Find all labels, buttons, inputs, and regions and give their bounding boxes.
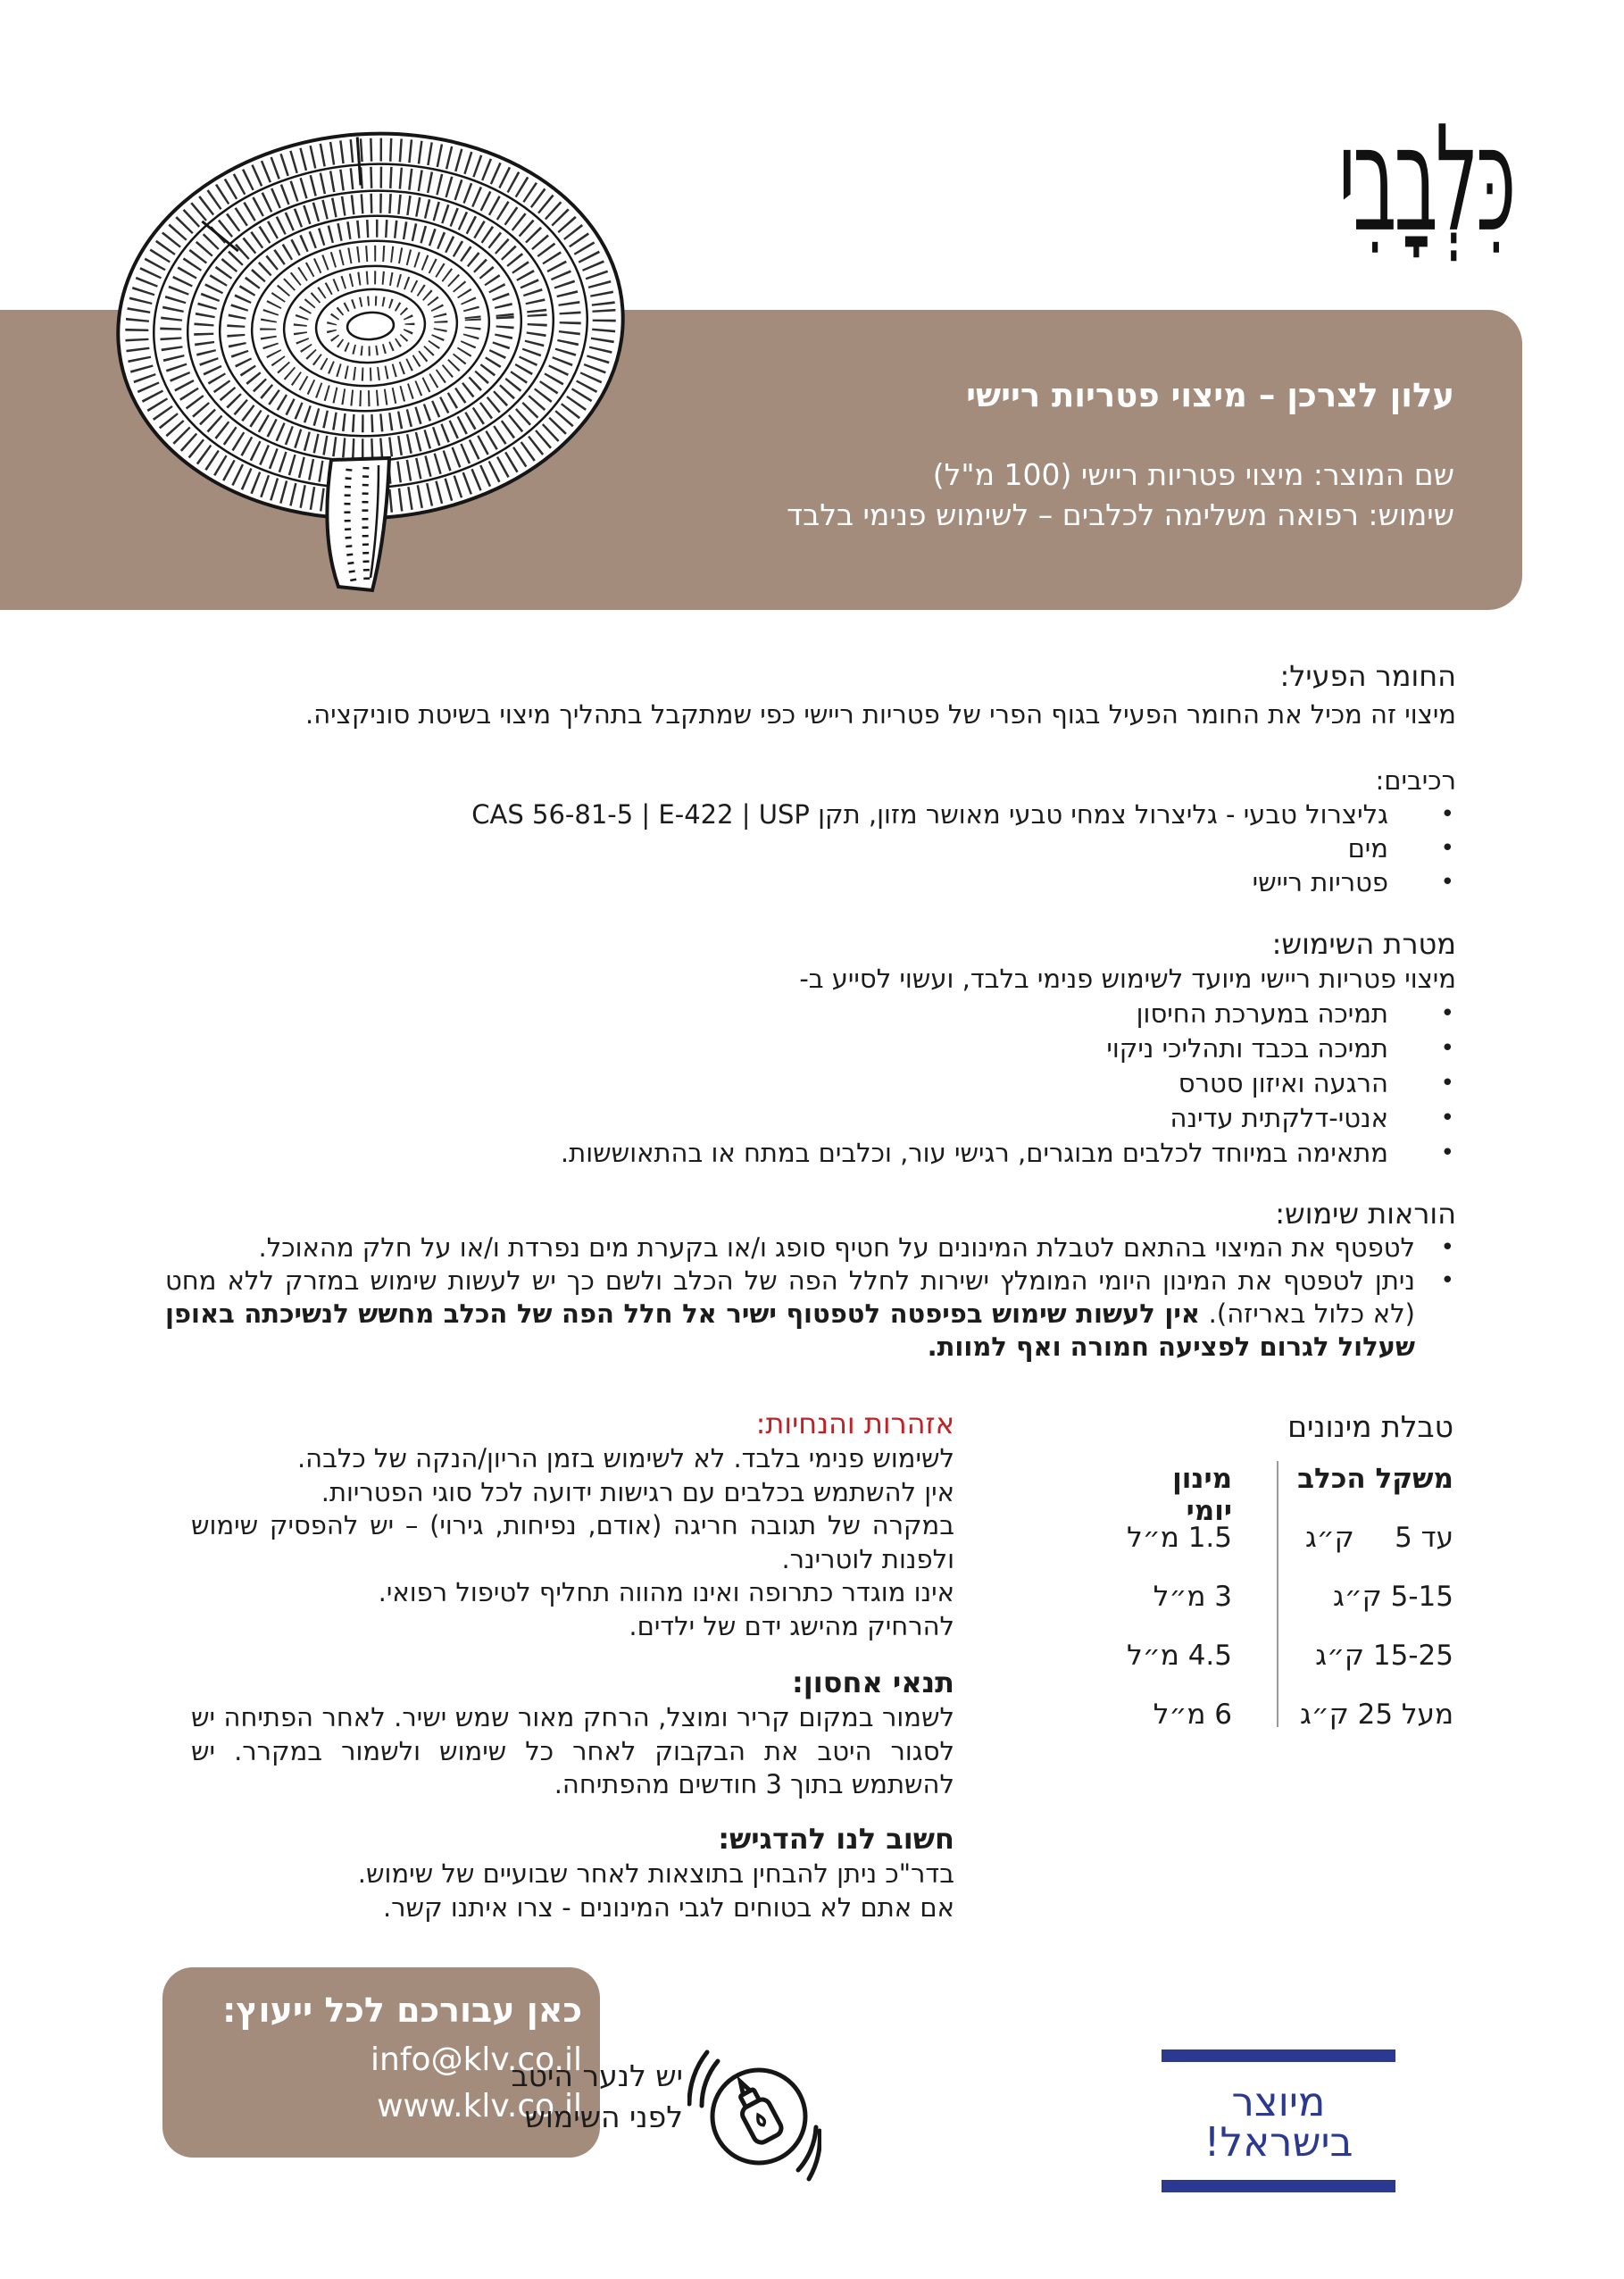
warning-line: אין להשתמש בכלבים עם רגישות ידועה לכל סוגי הפטריות. xyxy=(321,1476,954,1507)
dose-cell: 4.5 מ״ל xyxy=(1127,1640,1232,1672)
weight-cell: מעל 25 ק״ג xyxy=(1300,1699,1453,1731)
warning-line: במקרה של תגובה חריגה (אודם, נפיחות, גירוי) – יש להפסיק שימוש ולפנות לוטרינר. xyxy=(191,1510,954,1574)
warnings-heading: אזהרות והנחיות: xyxy=(755,1407,954,1440)
usage-warning-normal: ניתן לטפטף את המינון היומי המומלץ ישירות לחלל הפה של הכלב ולשם כך יש לעשות שימוש במזרק ללא מחט (לא כלול באריזה). xyxy=(165,1265,1415,1329)
emphasis-line: אם אתם לא בטוחים לגבי המינונים - צרו איתנו קשר. xyxy=(382,1891,954,1923)
dose-cell: 6 מ״ל xyxy=(1153,1699,1232,1731)
usage-type-line: שימוש: רפואה משלימה לכלבים – לשימוש פנימי בלבד xyxy=(787,497,1454,533)
shake-well-note xyxy=(397,2056,683,2138)
list-item: • פטריות ריישי xyxy=(165,865,1456,899)
col-header-dose: מינון יומי xyxy=(1172,1463,1232,1527)
contact-website: www.klv.co.il xyxy=(377,2088,582,2125)
weight-cell: 15-25 ק״ג xyxy=(1315,1640,1453,1672)
shake-bottle-icon xyxy=(687,2038,821,2185)
contact-email: info@klv.co.il xyxy=(371,2041,582,2078)
warning-line: אינו מוגדר כתרופה ואינו מהווה תחליף לטיפול רפואי. xyxy=(378,1577,954,1607)
usage-list xyxy=(165,1231,1456,1364)
dosage-table-title: טבלת מינונים xyxy=(1287,1409,1453,1444)
table-row xyxy=(1120,1522,1453,1554)
made-in-israel-badge xyxy=(1162,2049,1395,2192)
emphasis-line: בדר"כ ניתן להבחין בתוצאות לאחר שבועיים של שימוש. xyxy=(357,1858,954,1889)
leaflet-title: עלון לצרכן – מיצוי פטריות ריישי xyxy=(966,376,1454,414)
purpose-list xyxy=(165,997,1456,1171)
list-item: • מתאימה במיוחד לכלבים מבוגרים, רגישי עור, וכלבים במתח או בהתאוששות. xyxy=(165,1136,1456,1171)
purpose-intro: מיצוי פטריות ריישי מיועד לשימוש פנימי בלבד, ועשוי לסייע ב- xyxy=(799,964,1456,994)
table-row xyxy=(1120,1581,1453,1613)
reishi-mushroom-illustration xyxy=(103,85,634,701)
badge-top-bar xyxy=(1162,2049,1395,2062)
components-list xyxy=(165,797,1456,899)
list-item: • הרגעה ואיזון סטרס xyxy=(165,1066,1456,1101)
purpose-heading: מטרת השימוש: xyxy=(1271,927,1456,961)
shake-line-2: לפני השימוש xyxy=(524,2100,683,2134)
storage-heading: תנאי אחסון: xyxy=(791,1665,954,1699)
list-item: • מים xyxy=(165,831,1456,865)
active-substance-body: מיצוי זה מכיל את החומר הפעיל בגוף הפרי של פטריות ריישי כפי שמתקבל בתהליך מיצוי בשיטת סוניקציה. xyxy=(305,699,1456,730)
components-heading: רכיבים: xyxy=(1375,765,1456,796)
weight-value: עד 5 xyxy=(1395,1522,1453,1554)
emphasis-text xyxy=(191,1857,954,1924)
made-in-israel-label: מיוצר בישראל! xyxy=(1203,2078,1353,2166)
warnings-text xyxy=(191,1442,954,1643)
brand-logo: כִּלְבָבִי xyxy=(1337,94,1513,264)
table-row xyxy=(1120,1699,1453,1731)
emphasis-heading: חשוב לנו להדגיש: xyxy=(718,1822,954,1856)
badge-bottom-bar xyxy=(1162,2180,1395,2192)
list-item xyxy=(165,1265,1456,1364)
storage-body xyxy=(191,1701,954,1802)
dose-cell: 1.5 מ״ל xyxy=(1127,1522,1232,1554)
product-name-line: שם המוצר: מיצוי פטריות ריישי (100 מ"ל) xyxy=(932,457,1454,493)
table-header-row xyxy=(1120,1463,1453,1527)
usage-heading: הוראות שימוש: xyxy=(1275,1197,1456,1231)
active-substance-heading: החומר הפעיל: xyxy=(1279,659,1456,693)
table-row xyxy=(1120,1640,1453,1672)
list-item: • אנטי-דלקתית עדינה xyxy=(165,1101,1456,1136)
usage-warning-bold: אין לעשות שימוש בפיפטה לטפטוף ישיר אל חלל הפה של הכלב מחשש לנשיכתה באופן שעלול לגרום לפציעה חמורה ואף למוות. xyxy=(165,1298,1415,1362)
storage-text: לשמור במקום קריר ומוצל, הרחק מאור שמש ישיר. לאחר הפתיחה יש לסגור היטב את הבקבוק לאחר כל שימוש ולשמור במקרר. יש להשתמש בתוך 3 חודשים מהפתיחה. xyxy=(191,1702,954,1799)
weight-unit: ק״ג xyxy=(1305,1522,1354,1554)
contact-heading: כאן עבורכם לכל ייעוץ: xyxy=(222,1991,582,2030)
weight-cell: 5-15 ק״ג xyxy=(1333,1581,1453,1613)
weight-cell xyxy=(1278,1522,1453,1554)
list-item: • לטפטף את המיצוי בהתאם לטבלת המינונים על חטיף סופג ו/או בקערת מים נפרדת ו/או על חלק מהאוכל. xyxy=(165,1231,1456,1265)
dose-cell: 3 מ״ל xyxy=(1153,1581,1232,1613)
warning-line: להרחיק מהישג ידם של ילדים. xyxy=(629,1610,954,1641)
col-header-weight: משקל הכלב xyxy=(1297,1463,1453,1495)
dosage-table xyxy=(1120,1409,1453,1757)
list-item: • תמיכה בכבד ותהליכי ניקוי xyxy=(165,1031,1456,1066)
section-active-substance xyxy=(165,659,1456,693)
list-item: • גליצרול טבעי - גליצרול צמחי טבעי מאושר מזון, תקן CAS 56-81-5 | E-422 | USP xyxy=(165,797,1456,831)
shake-line-1: יש לנער היטב xyxy=(511,2058,683,2093)
list-item: • תמיכה במערכת החיסון xyxy=(165,997,1456,1031)
warning-line: לשימוש פנימי בלבד. לא לשימוש בזמן הריון/הנקה של כלבה. xyxy=(296,1443,954,1473)
